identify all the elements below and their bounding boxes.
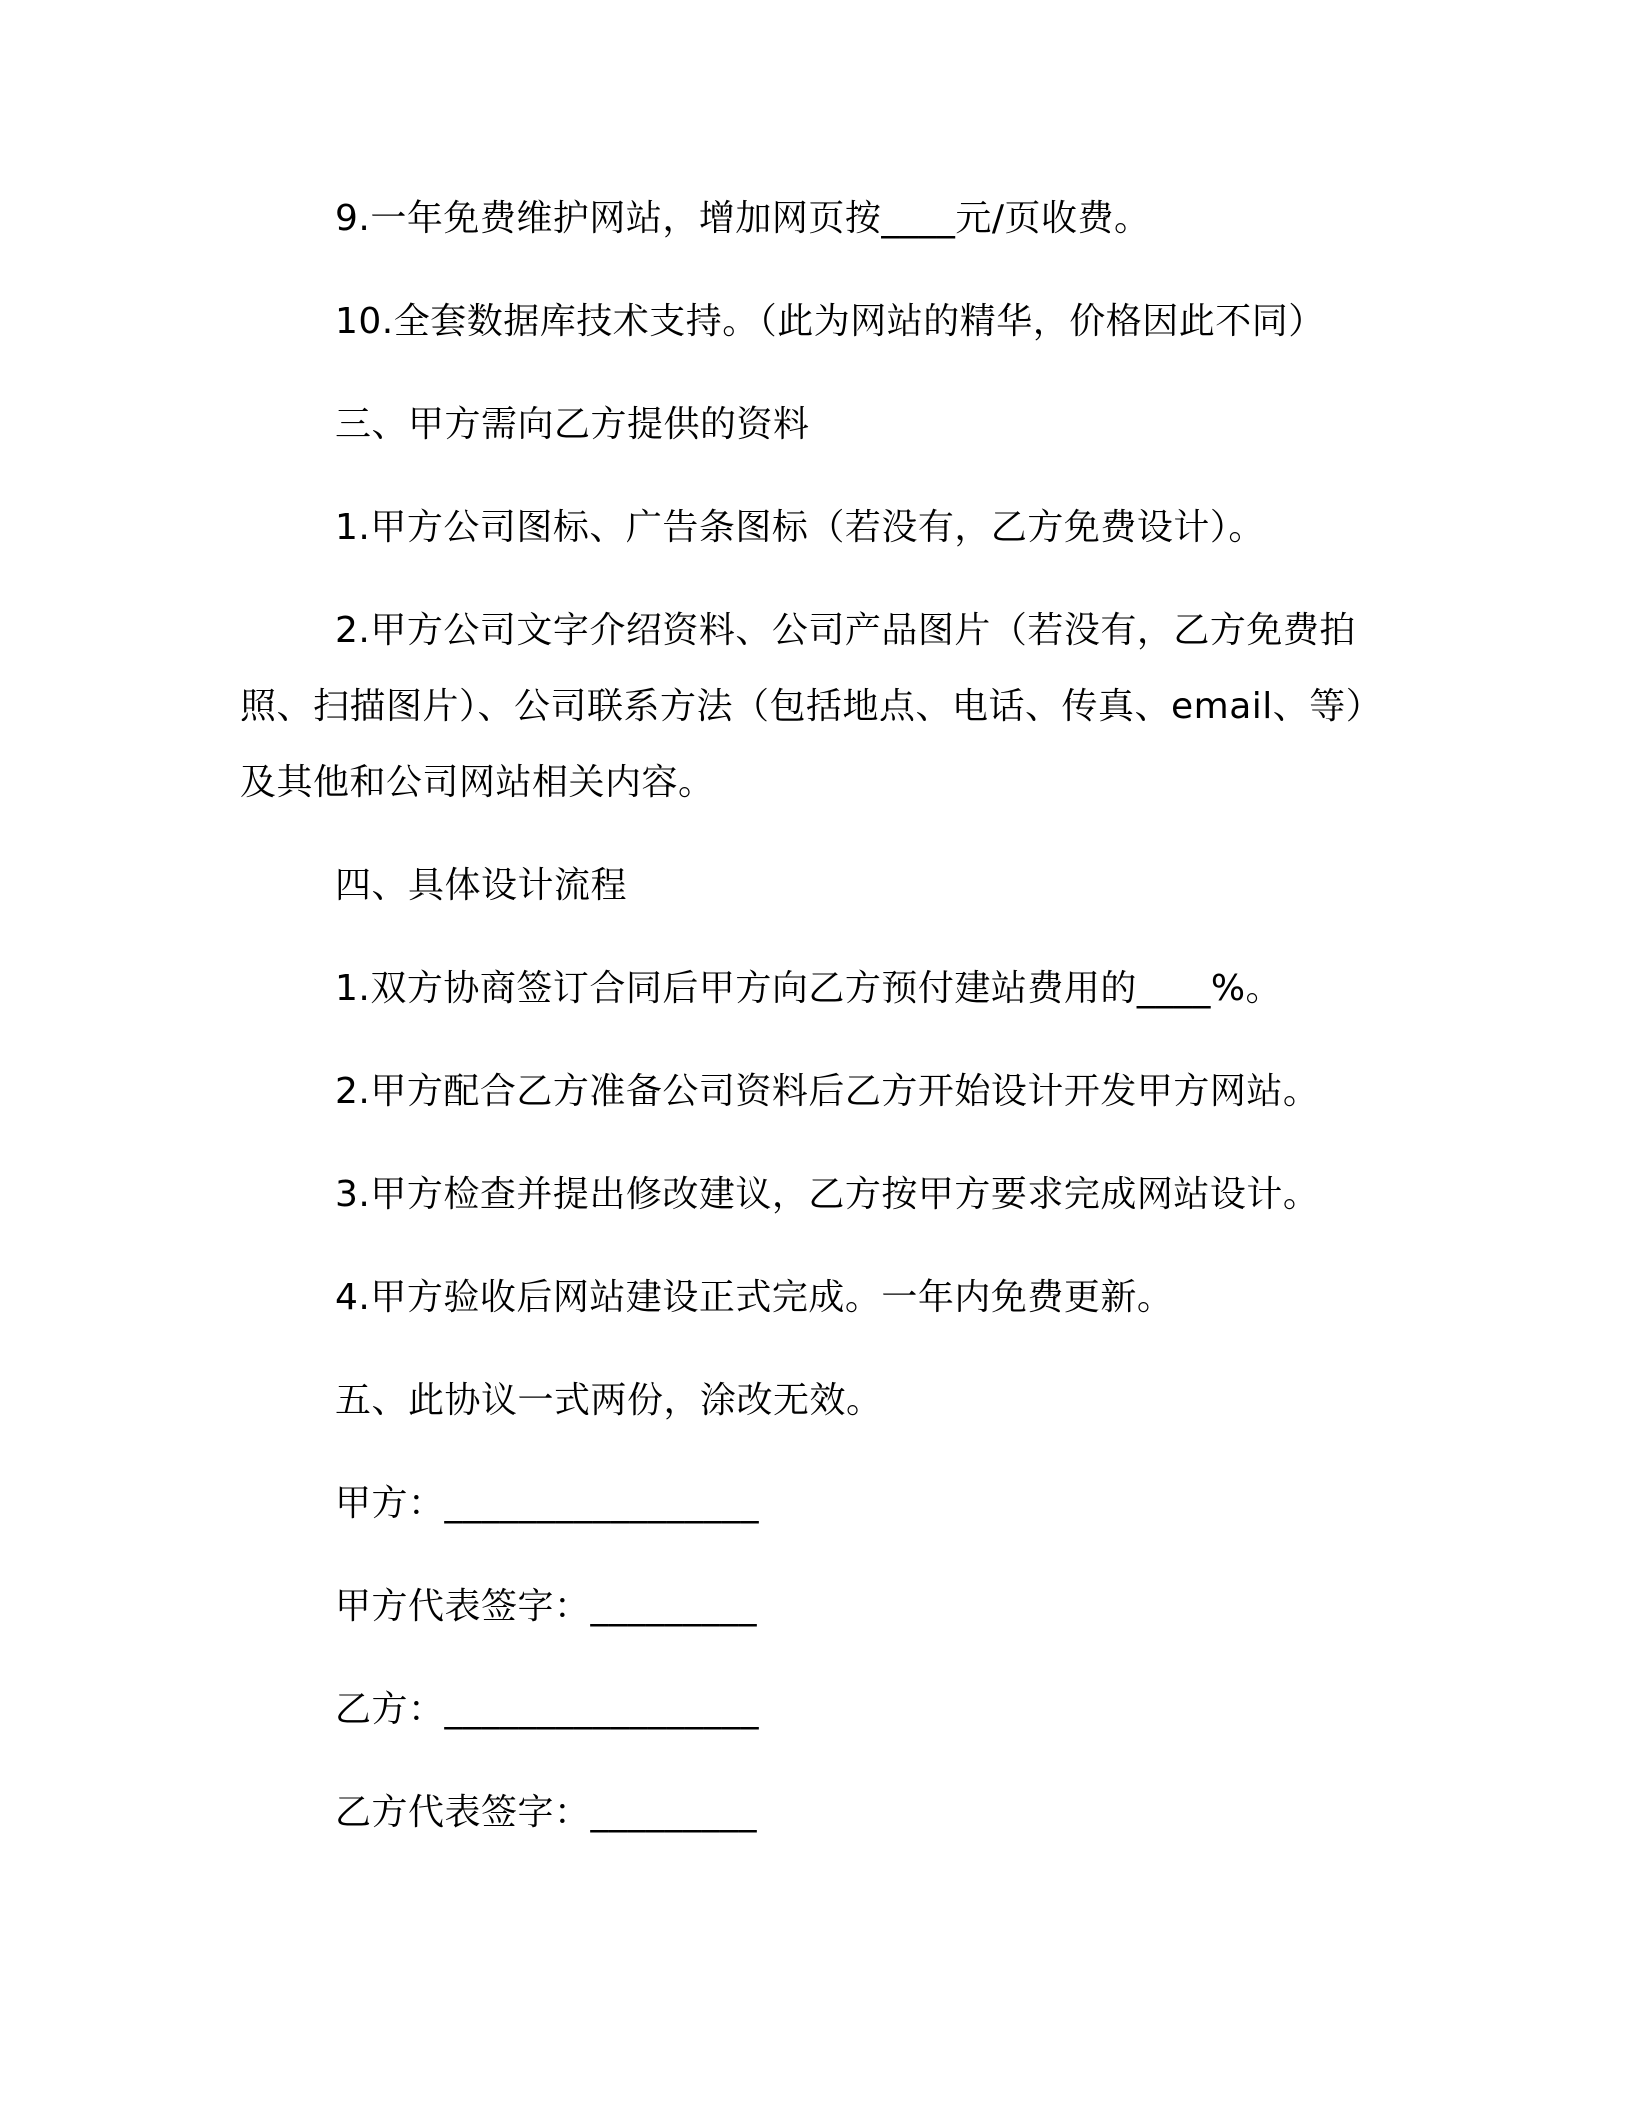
clause-10-database-support: 10.全套数据库技术支持。（此为网站的精华，价格因此不同）	[335, 301, 1325, 342]
section-4-item-3: 3.甲方检查并提出修改建议，乙方按甲方要求完成网站设计。	[335, 1174, 1320, 1215]
section-4-item-2: 2.甲方配合乙方准备公司资料后乙方开始设计开发甲方网站。	[335, 1071, 1320, 1112]
section-3-item-1: 1.甲方公司图标、广告条图标（若没有，乙方免费设计）。	[335, 507, 1265, 548]
party-a-field: 甲方：_________________	[335, 1483, 760, 1524]
party-b-field: 乙方：_________________	[335, 1689, 760, 1730]
section-4-item-4: 4.甲方验收后网站建设正式完成。一年内免费更新。	[335, 1277, 1174, 1318]
section-4-item-1: 1.双方协商签订合同后甲方向乙方预付建站费用的____%。	[335, 968, 1283, 1009]
section-3-item-2-line-2: 照、扫描图片）、公司联系方法（包括地点、电话、传真、email、等）	[240, 686, 1383, 727]
party-b-signature-field: 乙方代表签字：_________	[335, 1792, 758, 1833]
section-5-heading: 五、此协议一式两份，涂改无效。	[335, 1380, 883, 1421]
section-3-item-2-line-3: 及其他和公司网站相关内容。	[240, 762, 715, 803]
party-a-signature-field: 甲方代表签字：_________	[335, 1586, 758, 1627]
section-3-heading: 三、甲方需向乙方提供的资料	[335, 404, 810, 445]
clause-9-maintenance: 9.一年免费维护网站，增加网页按____元/页收费。	[335, 198, 1151, 239]
section-4-heading: 四、具体设计流程	[335, 865, 628, 906]
section-3-item-2-line-1: 2.甲方公司文字介绍资料、公司产品图片（若没有，乙方免费拍	[335, 610, 1356, 651]
